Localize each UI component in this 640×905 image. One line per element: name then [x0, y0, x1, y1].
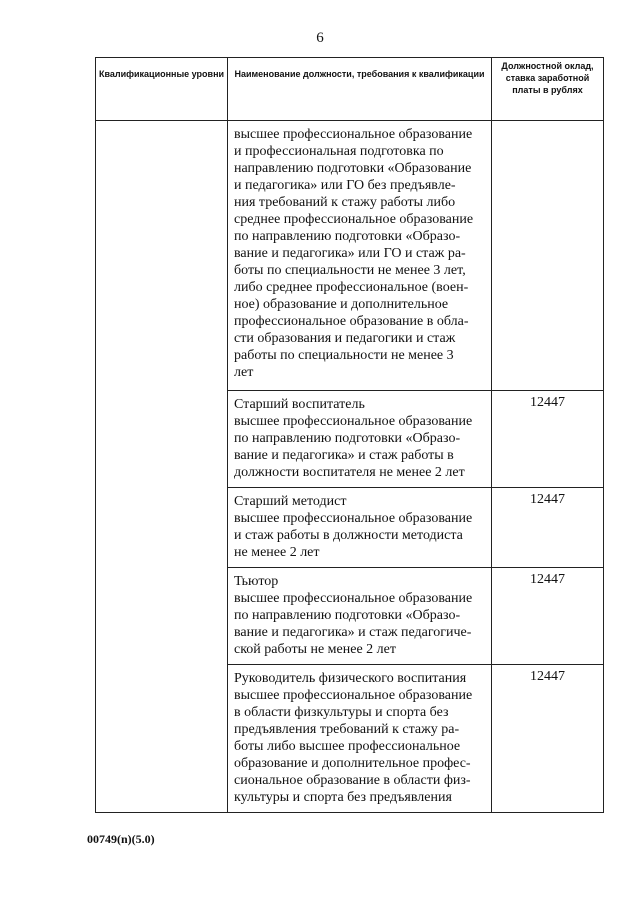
requirements-cell [228, 121, 492, 391]
requirements-cell [228, 488, 492, 568]
header-position-requirements: Наименование должности, требования к квалификации [228, 58, 492, 121]
salary-cell [492, 391, 604, 488]
requirements-cell [228, 665, 492, 813]
salary-cell [492, 665, 604, 813]
salary-value: 12447 [530, 395, 565, 410]
requirements-cell [228, 568, 492, 665]
salary-value: 12447 [530, 572, 565, 587]
salary-value [492, 121, 603, 125]
document-code: 00749(n)(5.0) [87, 832, 155, 846]
salary-cell [492, 568, 604, 665]
page-number: 6 [316, 30, 324, 46]
header-qualification-levels: Квалификационные уровни [96, 58, 228, 121]
requirements-text: высшее профессиональное образование и профессиональная подготовка по направлению подготовки «Образование и педагогика» или ГО без предъявле- ния требований к стажу работы либо среднее профессиональное образование по направлению подготовки «Образо- вание и педагогика» или ГО и стаж ра- боты по специальности не менее 3 лет, либо среднее профессиональное (воен- ное) образование и дополнительное профессиональное образование в обла- сти образования и педагогики и стаж работы по специальности не менее 3 лет [234, 127, 474, 380]
requirements-text: Старший методист высшее профессиональное образование и стаж работы в должности методиста не менее 2 лет [234, 494, 473, 560]
requirements-cell [228, 391, 492, 488]
table-header-row [96, 58, 604, 121]
level-cell [96, 121, 228, 813]
header-salary: Должностной оклад, ставка заработной платы в рублях [492, 58, 604, 121]
requirements-text: Руководитель физического воспитания высшее профессиональное образование в области физкультуры и спорта без предъявления требований к стажу ра- боты либо высшее профессиональное образование и дополнительное профес- сиональное образование в области физ- культуры и спорта без предъявления [234, 671, 473, 805]
requirements-text: Старший воспитатель высшее профессиональное образование по направлению подготовки «Образо- вание и педагогика» и стаж работы в должности воспитателя не менее 2 лет [234, 397, 473, 480]
salary-cell [492, 488, 604, 568]
salary-cell [492, 121, 604, 391]
table-row [96, 121, 604, 391]
salary-value: 12447 [530, 492, 565, 507]
requirements-text: Тьютор высшее профессиональное образование по направлению подготовки «Образо- вание и педагогика» и стаж педагогиче- ской работы не менее 2 лет [234, 574, 473, 657]
salary-value: 12447 [530, 669, 565, 684]
qualification-table [95, 57, 604, 813]
